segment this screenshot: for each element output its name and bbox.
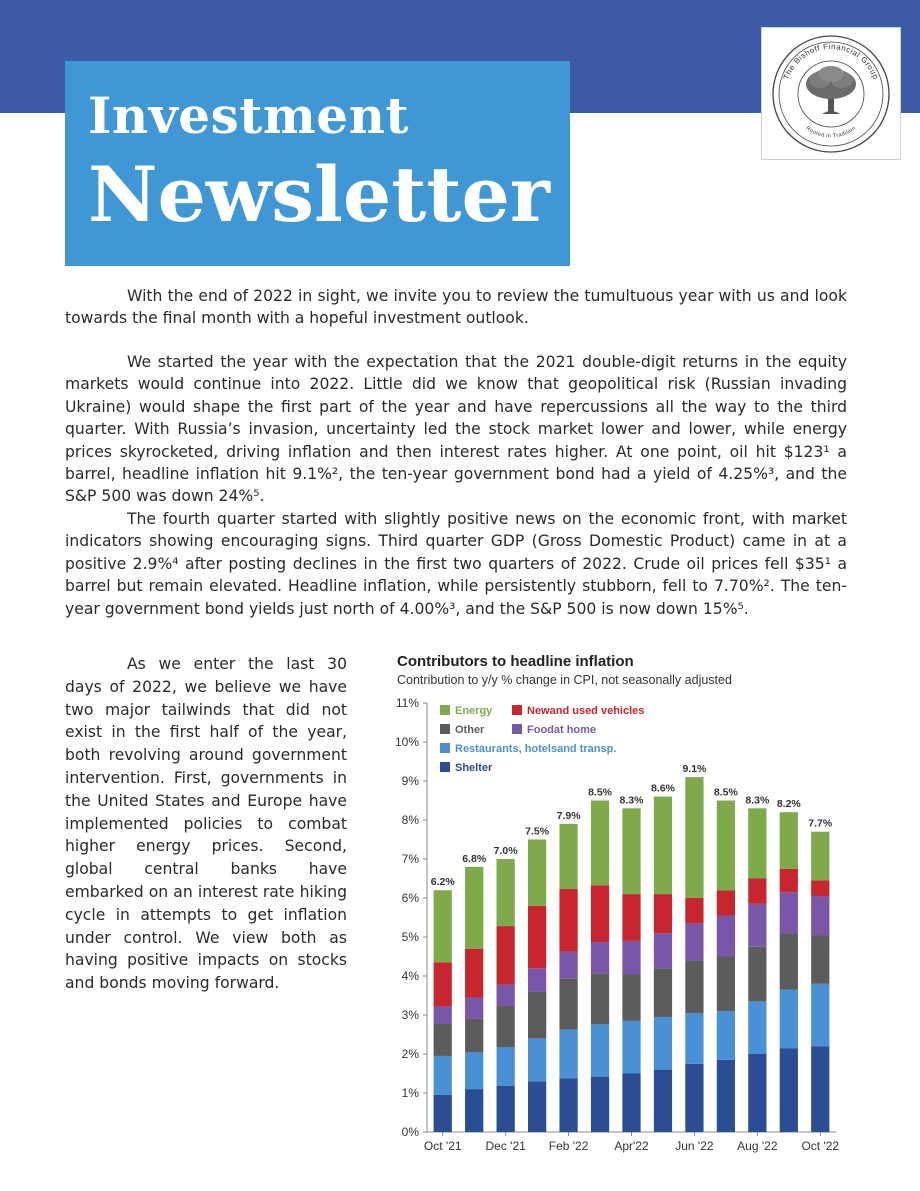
bar-segment bbox=[559, 1029, 577, 1078]
x-tick-label: Feb '22 bbox=[548, 1139, 589, 1153]
bar-segment bbox=[622, 1021, 640, 1074]
y-tick-label: 1% bbox=[401, 1086, 419, 1100]
bar-segment bbox=[528, 1081, 546, 1132]
bar-total-label: 6.2% bbox=[430, 876, 455, 889]
year-review-text: We started the year with the expectation that the 2021 double-digit returns in the equity markets would continue into 2022. Little did we know that geopolitical risk (Russian invading Ukraine) would shape the first part of the year and have repercussions all the way to the third quarter. With Russia’s invasion, uncertainty led the stock market lower and lower, while energy prices skyrocketed, driving inflation and then interest rates higher. At one point, oil hit $123¹ a barrel, headline inflation hit 9.1%², the ten-year government bond had a yield of 4.25%³, and the S&P 500 was down 24%⁵. bbox=[65, 353, 847, 506]
bar-segment bbox=[559, 1078, 577, 1132]
bar-segment bbox=[811, 896, 829, 935]
x-tick-label: Oct '21 bbox=[423, 1139, 462, 1153]
legend-label: Shelter bbox=[455, 762, 493, 774]
bar-segment bbox=[685, 1013, 703, 1064]
bar-segment bbox=[811, 984, 829, 1046]
bar-segment bbox=[434, 1024, 452, 1056]
bar-segment bbox=[748, 808, 766, 878]
bar-segment bbox=[622, 894, 640, 941]
bar-segment bbox=[465, 1089, 483, 1132]
bar-total-label: 8.6% bbox=[650, 782, 675, 795]
x-tick-label: Oct '22 bbox=[801, 1139, 840, 1153]
bar-segment bbox=[654, 933, 672, 968]
year-review-paragraph bbox=[65, 351, 847, 508]
y-tick-label: 11% bbox=[395, 696, 419, 710]
bar-segment bbox=[654, 968, 672, 1017]
legend-swatch bbox=[512, 705, 522, 715]
y-tick-label: 4% bbox=[401, 969, 419, 983]
inflation-chart bbox=[380, 690, 860, 1170]
bar-segment bbox=[465, 997, 483, 1018]
intro-text: With the end of 2022 in sight, we invite you to review the tumultuous year with us and look towards the final month with a hopeful investment outlook. bbox=[65, 287, 847, 328]
x-tick-label: Jun '22 bbox=[675, 1139, 714, 1153]
newsletter-title-line1: Investment bbox=[88, 86, 410, 145]
intro-paragraph bbox=[65, 285, 847, 330]
bar-segment bbox=[622, 941, 640, 974]
company-logo bbox=[761, 27, 901, 160]
bar-segment bbox=[811, 832, 829, 881]
y-tick-label: 0% bbox=[401, 1125, 419, 1139]
legend-label: Newand used vehicles bbox=[527, 705, 645, 717]
bar-segment bbox=[780, 812, 798, 869]
bar-total-label: 8.5% bbox=[588, 786, 613, 799]
svg-text:Rooted in Tradition bbox=[805, 125, 858, 139]
bar-segment bbox=[748, 1054, 766, 1132]
legend-label: Restaurants, hotelsand transp. bbox=[455, 743, 617, 755]
bar-segment bbox=[434, 890, 452, 962]
outlook-text: As we enter the last 30 days of 2022, we believe we have two major tailwinds that did not exist in the first half of the year, both revolving around government intervention. First, governments in the United States and Europe have implemented policies to combat higher energy prices. Second, global central banks have embarked on an interest rate hiking cycle in attempts to get inflation under control. We view both as having positive impacts on stocks and bonds moving forward. bbox=[65, 655, 347, 993]
bar-segment bbox=[780, 869, 798, 892]
bar-segment bbox=[591, 801, 609, 886]
y-tick-label: 8% bbox=[401, 813, 419, 827]
bar-segment bbox=[622, 1074, 640, 1133]
bar-segment bbox=[748, 904, 766, 947]
legend-label: Other bbox=[455, 724, 485, 736]
bar-segment bbox=[559, 824, 577, 889]
outlook-paragraph bbox=[65, 653, 347, 995]
bar-segment bbox=[591, 886, 609, 943]
bar-segment bbox=[811, 1046, 829, 1132]
bar-segment bbox=[685, 1064, 703, 1132]
bar-segment bbox=[528, 992, 546, 1039]
bar-segment bbox=[717, 1011, 735, 1060]
bar-segment bbox=[528, 906, 546, 968]
legend-swatch bbox=[440, 762, 450, 772]
legend-swatch bbox=[440, 743, 450, 753]
bar-segment bbox=[780, 1048, 798, 1132]
legend-swatch bbox=[440, 705, 450, 715]
bar-segment bbox=[717, 801, 735, 891]
bar-segment bbox=[465, 949, 483, 998]
logo-tagline: Rooted in Tradition bbox=[804, 125, 858, 140]
bar-segment bbox=[528, 840, 546, 906]
logo-company-name: The Bishoff Financial Group bbox=[781, 41, 881, 81]
bar-segment bbox=[559, 951, 577, 978]
bar-segment bbox=[654, 1070, 672, 1132]
bar-segment bbox=[528, 1038, 546, 1081]
bar-segment bbox=[434, 1095, 452, 1132]
chart-subtitle: Contribution to y/y % change in CPI, not seasonally adjusted bbox=[397, 673, 732, 687]
bar-segment bbox=[622, 974, 640, 1021]
bar-segment bbox=[717, 916, 735, 957]
bar-segment bbox=[780, 892, 798, 933]
bar-segment bbox=[591, 1024, 609, 1077]
bar-segment bbox=[811, 880, 829, 896]
bar-segment bbox=[717, 957, 735, 1012]
y-tick-label: 3% bbox=[401, 1008, 419, 1022]
legend-label: Foodat home bbox=[527, 724, 597, 736]
y-tick-label: 10% bbox=[394, 735, 419, 749]
bar-total-label: 8.5% bbox=[713, 786, 738, 799]
legend-swatch bbox=[512, 724, 522, 734]
bar-segment bbox=[780, 990, 798, 1049]
bar-segment bbox=[497, 1006, 515, 1047]
x-tick-label: Apr'22 bbox=[614, 1139, 649, 1153]
bar-segment bbox=[685, 777, 703, 898]
bar-segment bbox=[685, 898, 703, 923]
tree-icon bbox=[806, 66, 856, 114]
bar-segment bbox=[497, 926, 515, 985]
bar-total-label: 8.3% bbox=[745, 794, 770, 807]
bar-segment bbox=[717, 890, 735, 915]
bar-segment bbox=[717, 1060, 735, 1132]
bar-segment bbox=[434, 1056, 452, 1095]
bar-segment bbox=[685, 960, 703, 1013]
bar-segment bbox=[685, 923, 703, 960]
chart-title: Contributors to headline inflation bbox=[397, 653, 634, 670]
bar-segment bbox=[497, 985, 515, 1006]
y-tick-label: 6% bbox=[401, 891, 419, 905]
bar-total-label: 8.2% bbox=[776, 798, 801, 811]
legend-swatch bbox=[440, 724, 450, 734]
bar-segment bbox=[654, 1017, 672, 1070]
bar-total-label: 6.8% bbox=[462, 852, 487, 865]
bar-total-label: 7.9% bbox=[556, 809, 581, 822]
bar-total-label: 8.3% bbox=[619, 794, 644, 807]
y-tick-label: 7% bbox=[401, 852, 419, 866]
bar-segment bbox=[748, 879, 766, 904]
bar-segment bbox=[591, 1077, 609, 1132]
bar-segment bbox=[811, 935, 829, 984]
y-tick-label: 9% bbox=[401, 774, 419, 788]
newsletter-title-line2: Newsletter bbox=[88, 150, 550, 239]
bar-segment bbox=[748, 947, 766, 1002]
bar-total-label: 7.5% bbox=[525, 825, 550, 838]
bar-segment bbox=[559, 889, 577, 951]
bar-segment bbox=[434, 1006, 452, 1024]
bar-total-label: 7.7% bbox=[808, 817, 833, 830]
y-tick-label: 5% bbox=[401, 930, 419, 944]
bar-segment bbox=[465, 867, 483, 949]
bar-total-label: 7.0% bbox=[493, 845, 518, 857]
bar-segment bbox=[497, 1086, 515, 1132]
bar-segment bbox=[465, 1019, 483, 1052]
y-tick-label: 2% bbox=[401, 1047, 419, 1061]
bar-segment bbox=[497, 1047, 515, 1086]
bar-segment bbox=[654, 894, 672, 933]
bar-total-label: 9.1% bbox=[682, 763, 707, 776]
bar-segment bbox=[654, 797, 672, 895]
bar-segment bbox=[497, 859, 515, 926]
bar-segment bbox=[591, 942, 609, 973]
bar-segment bbox=[528, 968, 546, 991]
bar-segment bbox=[591, 973, 609, 1024]
legend-label: Energy bbox=[455, 705, 493, 717]
fourth-quarter-text: The fourth quarter started with slightly positive news on the economic front, with market indicators showing encouraging signs. Third quarter GDP (Gross Domestic Product) came in at a positive 2.9%⁴ after posting declines in the first two quarters of 2022. Crude oil prices fell $35¹ a barrel but remain elevated. Headline inflation, while persistently stubborn, fell to 7.70%². The ten-year government bond yields just north of 4.00%³, and the S&P 500 is now down 15%⁵. bbox=[65, 510, 847, 618]
bar-segment bbox=[434, 962, 452, 1006]
bar-segment bbox=[780, 933, 798, 990]
bar-segment bbox=[465, 1052, 483, 1089]
bar-segment bbox=[559, 979, 577, 1030]
logo-seal bbox=[762, 28, 900, 159]
bar-segment bbox=[622, 808, 640, 894]
bar-segment bbox=[748, 1001, 766, 1054]
x-tick-label: Aug '22 bbox=[737, 1139, 778, 1153]
fourth-quarter-paragraph bbox=[65, 508, 847, 620]
x-tick-label: Dec '21 bbox=[485, 1139, 526, 1153]
